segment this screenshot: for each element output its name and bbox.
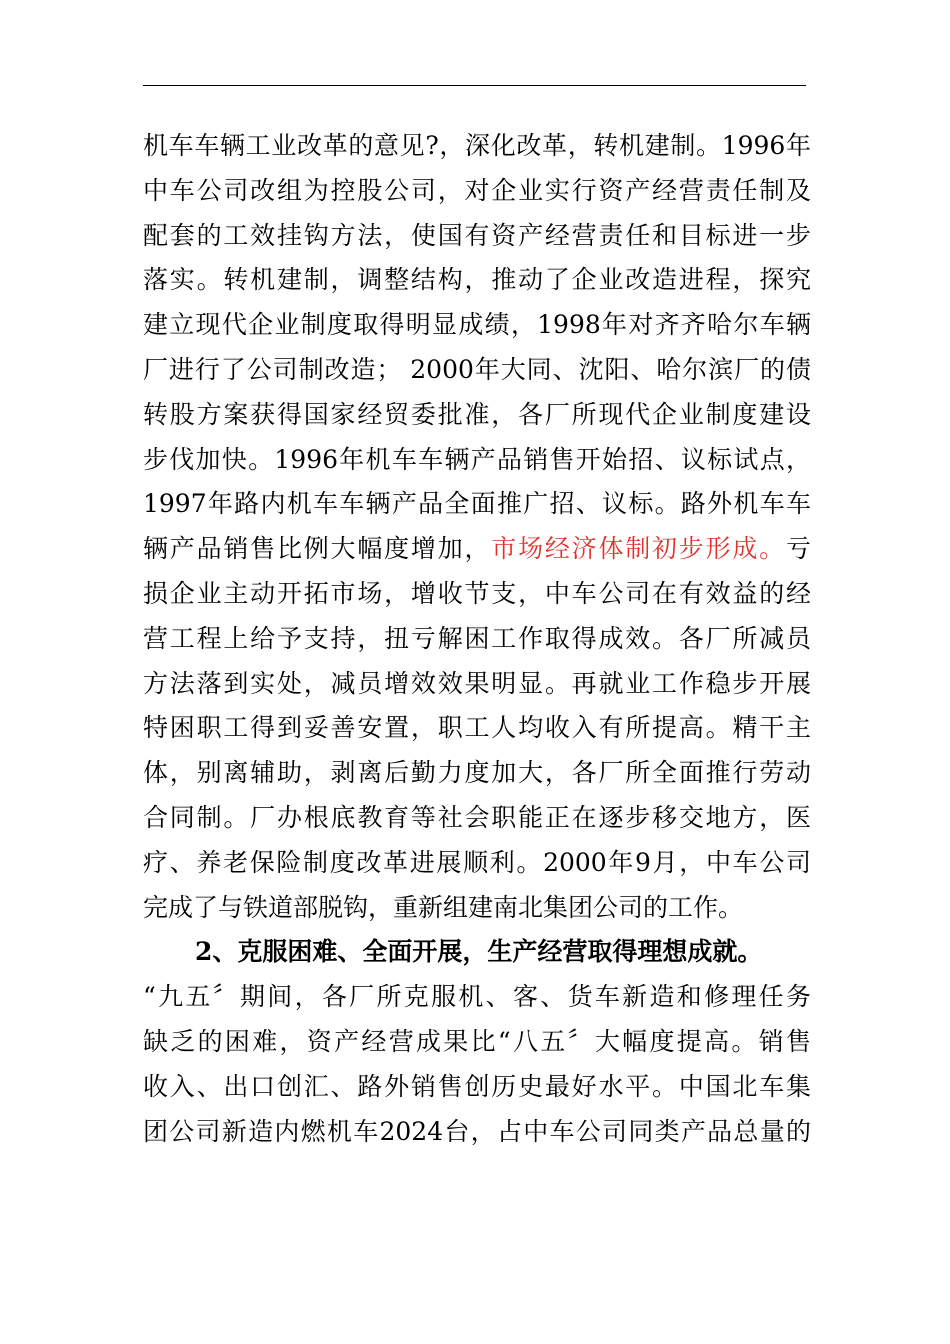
header-rule [143,85,806,86]
paragraph-line: 落实。转机建制，调整结构，推动了企业改造进程，探究 [143,265,811,295]
paragraph-line-with-highlight [143,527,811,572]
paragraph-line: 体，别离辅助，剥离后勤力度加大，各厂所全面推行劳动 [143,758,811,788]
paragraph-line: 中车公司改组为控股公司，对企业实行资产经营责任制及 [143,175,811,205]
paragraph-1 [143,124,811,930]
line-text: 亏 [785,534,811,564]
paragraph-line: 营工程上给予支持，扭亏解困工作取得成效。各厂所减员 [143,623,811,653]
paragraph-line: 建立现代企业制度取得明显成绩，1998年对齐齐哈尔车辆 [143,310,811,340]
paragraph-line: 方法落到实处，减员增效效果明显。再就业工作稳步开展 [143,668,811,698]
paragraph-line: 机车车辆工业改革的意见?，深化改革，转机建制。1996年 [143,131,811,160]
paragraph-line: 步伐加快。1996年机车车辆产品销售开始招、议标试点， [143,444,811,474]
paragraph-line: 厂进行了公司制改造； 2000年大同、沈阳、哈尔滨厂的债 [143,354,811,384]
document-body [143,124,811,1154]
paragraph-line-last: 完成了与铁道部脱钩，重新组建南北集团公司的工作。 [143,892,744,922]
paragraph-line: 1997年路内机车车辆产品全面推广招、议标。路外机车车 [143,489,811,519]
paragraph-line: 特困职工得到妥善安置，职工人均收入有所提高。精干主 [143,713,811,743]
paragraph-line: 团公司新造内燃机车2024台，占中车公司同类产品总量的 [143,1116,811,1146]
paragraph-line: 合同制。厂办根底教育等社会职能正在逐步移交地方，医 [143,802,811,832]
paragraph-line: 缺乏的困难，资产经营成果比“八五〞大幅度提高。销售 [143,1026,811,1056]
paragraph-line: 收入、出口创汇、路外销售创历史最好水平。中国北车集 [143,1071,811,1101]
paragraph-line: 疗、养老保险制度改革进展顺利。2000年9月，中车公司 [143,847,811,877]
paragraph-line: 损企业主动开拓市场，增收节支，中车公司在有效益的经 [143,578,811,608]
paragraph-2 [143,975,811,1154]
highlighted-phrase: 市场经济体制初步形成。 [491,534,786,564]
paragraph-line: 转股方案获得国家经贸委批准，各厂所现代企业制度建设 [143,399,811,429]
line-text: 辆产品销售比例大幅度增加， [143,534,492,564]
section-heading: 2、克服困难、全面开展，生产经营取得理想成就。 [195,937,763,967]
paragraph-line: “九五〞期间，各厂所克服机、客、货车新造和修理任务 [143,982,811,1012]
paragraph-line: 配套的工效挂钩方法，使国有资产经营责任和目标进一步 [143,220,811,250]
